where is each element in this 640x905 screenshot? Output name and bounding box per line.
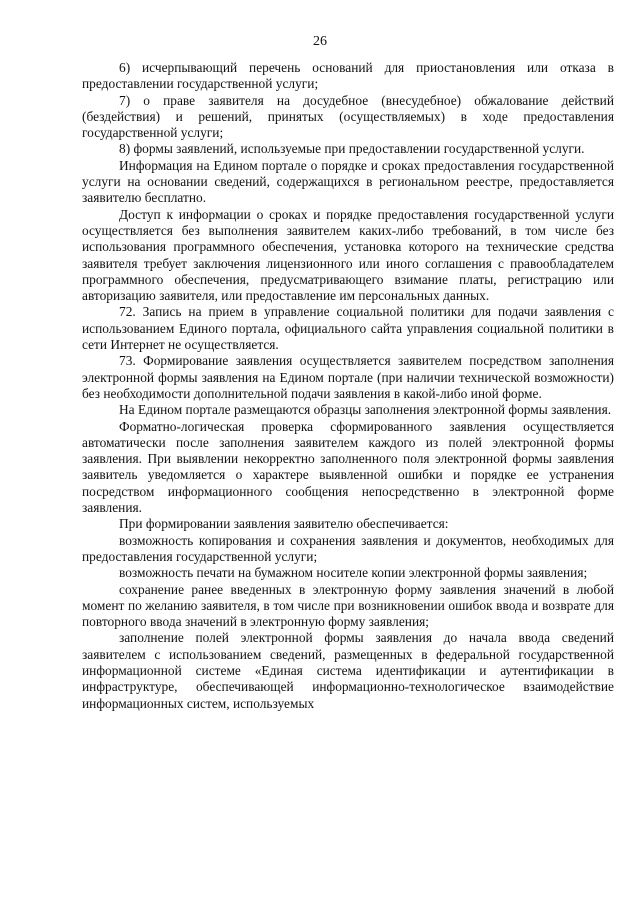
paragraph: 72. Запись на прием в управление социальной политики для подачи заявления с использованием Единого портала, официального сайта управления социальной политики в сети Интернет не осуществляется.	[82, 304, 614, 353]
paragraph: заполнение полей электронной формы заявления до начала ввода сведений заявителем с использованием сведений, размещенных в федеральной государственной информационной системе «Единая система идентификации и аутентификации в инфраструктуре, обеспечивающей информационно-технологическое взаимодействие информационных систем, используемых	[82, 630, 614, 711]
paragraph: сохранение ранее введенных в электронную форму заявления значений в любой момент по желанию заявителя, в том числе при возникновении ошибок ввода и возврате для повторного ввода значений в электронную форму заявления;	[82, 581, 614, 630]
paragraph: 8) формы заявлений, используемые при предоставлении государственной услуги.	[119, 141, 585, 157]
paragraph: возможность копирования и сохранения заявления и документов, необходимых для предоставления государственной услуги;	[82, 532, 614, 564]
document-body	[82, 60, 614, 712]
paragraph: 6) исчерпывающий перечень оснований для приостановления или отказа в предоставлении государственной услуги;	[82, 60, 614, 92]
paragraph: При формировании заявления заявителю обеспечивается:	[119, 516, 449, 532]
paragraph: 7) о праве заявителя на досудебное (внесудебное) обжалование действий (бездействия) и решений, принятых (осуществляемых) в ходе предоставления государственной услуги;	[82, 92, 614, 141]
paragraph: Доступ к информации о сроках и порядке предоставления государственной услуги осуществляется без выполнения заявителем каких-либо требований, в том числе без использования программного обеспечения, установка которого на технические средства заявителя требует заключения лицензионного или иного соглашения с правообладателем программного обеспечения, предусматривающего взимание платы, регистрацию или авторизацию заявителя, или предоставление им персональных данных.	[82, 206, 614, 304]
paragraph: 73. Формирование заявления осуществляется заявителем посредством заполнения электронной формы заявления на Едином портале (при наличии технической возможности) без необходимости дополнительной подачи заявления в какой-либо иной форме.	[82, 353, 614, 401]
paragraph: Информация на Едином портале о порядке и сроках предоставления государственной услуги на основании сведений, содержащихся в региональном реестре, предоставляется заявителю бесплатно.	[82, 157, 614, 206]
paragraph: возможность печати на бумажном носителе копии электронной формы заявления;	[119, 565, 588, 581]
paragraph: На Едином портале размещаются образцы заполнения электронной формы заявления.	[119, 402, 612, 418]
paragraph: Форматно-логическая проверка сформированного заявления осуществляется автоматически после заполнения заявителем каждого из полей электронной формы заявления. При выявлении некорректно заполненного поля электронной формы заявления заявитель уведомляется о характере выявленной ошибки и порядке ее устранения посредством информационного сообщения непосредственно в электронной форме заявления.	[82, 418, 614, 516]
page-number: 26	[313, 34, 327, 49]
